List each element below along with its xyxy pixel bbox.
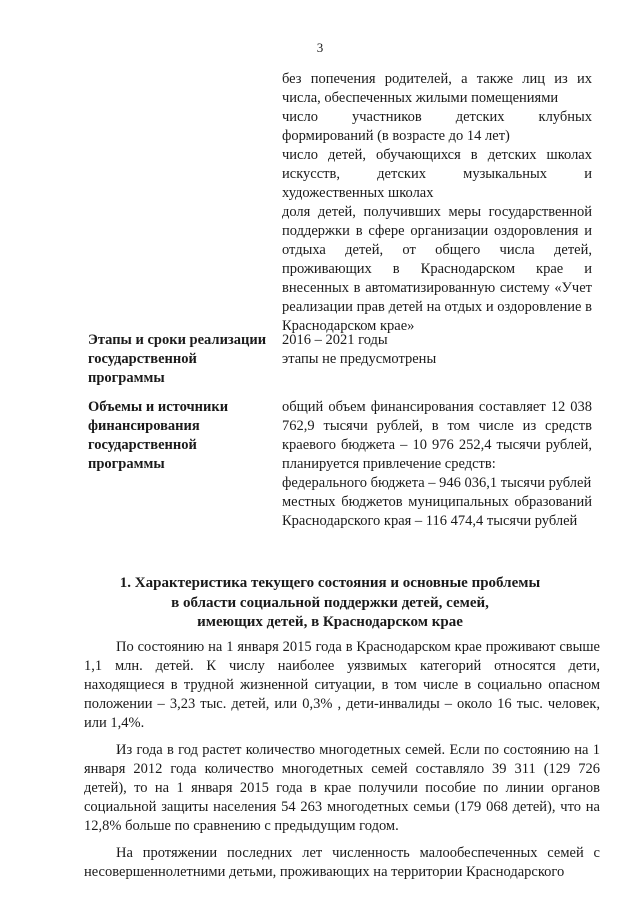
heading-line: 1. Характеристика текущего состояния и основные проблемы [119, 575, 541, 591]
stages-label: Этапы и сроки реализации государственной программы [88, 332, 267, 386]
stages-line: 2016 – 2021 годы [282, 332, 388, 348]
section-heading [60, 574, 600, 633]
target-item: без попечения родителей, а также лиц из их числа, обеспеченных жилыми помещениями [282, 71, 592, 106]
funding-line: федерального бюджета – 946 036,1 тысячи рублей [282, 475, 592, 491]
heading-line: имеющих детей, в Краснодарском крае [197, 614, 463, 630]
targets-continued [282, 70, 592, 336]
funding-value [282, 398, 592, 531]
body-paragraph: По состоянию на 1 января 2015 года в Краснодарском крае проживают свыше 1,1 млн. детей. К числу наиболее уязвимых категорий относятся дети, находящиеся в трудной жизненной ситуации, в том числе в социально опасном положении – 3,23 тыс. детей, или 0,3% , дети-инвалиды – около 16 тыс. человек, или 1,4%. [84, 639, 600, 731]
funding-line: местных бюджетов муниципальных образований Краснодарского края – 116 474,4 тысячи рублей [282, 494, 592, 529]
target-item: число детей, обучающихся в детских школах искусств, детских музыкальных и художественных школах [282, 147, 592, 201]
body-paragraph: Из года в год растет количество многодетных семей. Если по состоянию на 1 января 2012 года количество многодетных семей составляло 39 311 (129 726 детей), то на 1 января 2015 года в крае получили пособие по линии органов социальной защиты населения 54 263 многодетных семьи (179 068 детей), что на 12,8% больше по сравнению с предыдущим годом. [84, 742, 600, 834]
target-item: доля детей, получивших меры государственной поддержки в сфере организации оздоровления и отдыха детей, от общего числа детей, проживающих в Краснодарском крае и внесенных в автоматизированную систему «Учет реализации прав детей на отдых и оздоровление в Краснодарском крае» [282, 204, 592, 334]
stages-line: этапы не предусмотрены [282, 351, 437, 367]
stages-value [282, 331, 592, 369]
funding-label: Объемы и источники финансирования государственной программы [88, 399, 229, 472]
target-item: число участников детских клубных формирований (в возрасте до 14 лет) [282, 109, 592, 144]
section-body [84, 638, 600, 882]
funding-line: общий объем финансирования составляет 12 038 762,9 тысячи рублей, в том числе из средств краевого бюджета – 10 976 252,4 тысячи рублей, планируется привлечение средств: [282, 399, 592, 472]
body-paragraph: На протяжении последних лет численность малообеспеченных семей с несовершеннолетними детьми, проживающих на территории Краснодарского [84, 845, 600, 880]
page-number: 3 [316, 40, 324, 55]
heading-line: в области социальной поддержки детей, семей, [171, 594, 489, 611]
